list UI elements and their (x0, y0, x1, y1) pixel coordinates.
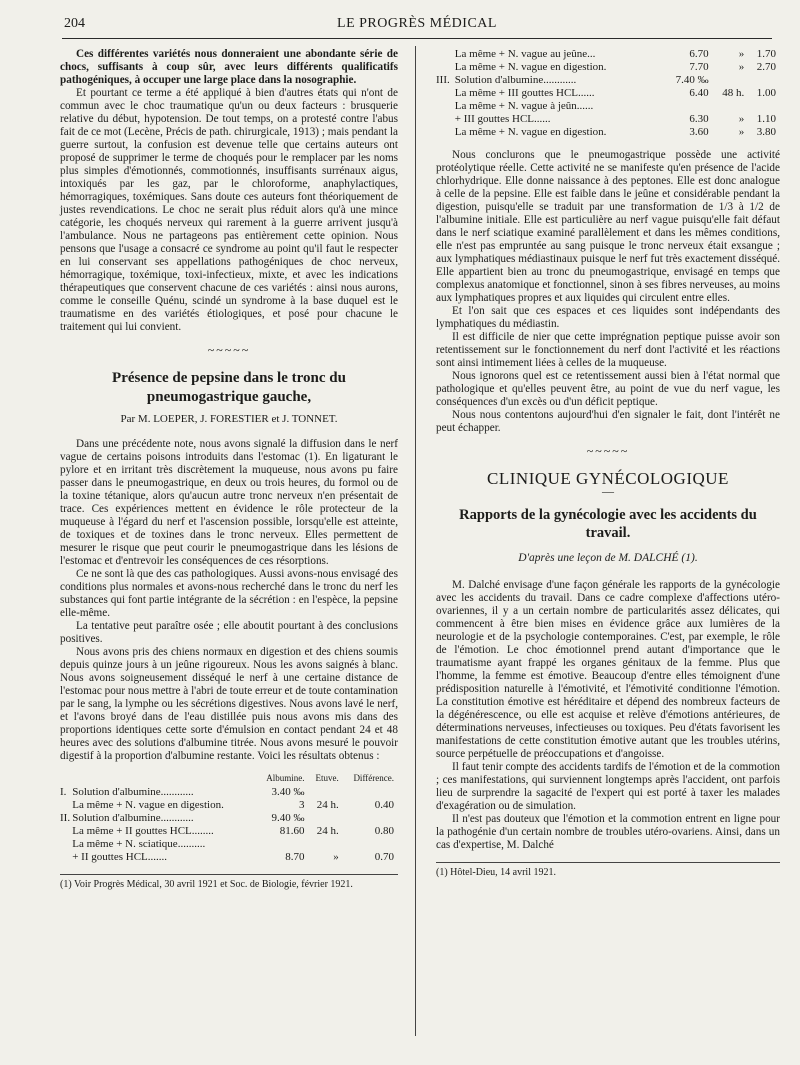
table-cell (60, 851, 72, 864)
footnote-rule (60, 874, 398, 875)
table-cell: 3.40 ‰ (271, 786, 305, 798)
table-cell (343, 812, 398, 825)
paragraph: Il faut tenir compte des accidents tardifs de l'émotion et de la commotion ; ces manifestations, qui surviennent longtemps après l'accident, ont parfois lieu de surprendre la sagacité de l'expert qui est porté à taxer les malades d'exagération ou de simulation. (436, 761, 780, 812)
table-cell: La même + N. vague à jeûn...... (454, 100, 594, 112)
table-cell: » (738, 126, 745, 138)
table-cell (60, 799, 72, 812)
table-cell (308, 786, 342, 799)
table-cell: » (738, 113, 745, 125)
results-table (60, 771, 398, 864)
table-cell: 0.80 (374, 825, 394, 837)
table-cell (436, 61, 455, 74)
table-cell (436, 48, 455, 61)
rubric-dash: — (602, 484, 614, 498)
separator-ornament: ~~~~~ (586, 444, 630, 458)
table-cell: 8.70 (285, 851, 305, 863)
paragraph: Il n'est pas douteux que l'émotion et la commotion entrent en ligne pour la pathogénie d'un certain nombre de troubles utéro-ovariens. Ainsi, dans un cas d'expertise, M. Dalché (436, 813, 780, 851)
table-row (60, 799, 398, 812)
table-cell: + II gouttes HCL....... (72, 851, 168, 863)
paragraph: Ces différentes variétés nous donneraient une abondante série de chocs, suffisants à coup sûr, avec leurs différents qualificatifs pathogéniques, à occuper une large place dans la nosographie. (60, 48, 398, 86)
table-cell: 3.80 (756, 126, 776, 138)
left-column (60, 48, 398, 891)
table-cell: » (738, 61, 745, 73)
paragraph: Nous nous contentons aujourd'hui d'en signaler le fait, dont l'intérêt ne peut échapper. (436, 409, 780, 434)
table-row (436, 87, 780, 100)
table-cell: 48 h. (722, 87, 745, 99)
table-cell: 6.70 (689, 48, 709, 60)
table-cell: 24 h. (316, 825, 339, 837)
table-cell: 0.70 (374, 851, 394, 863)
table-cell: 3.60 (689, 126, 709, 138)
table-cell (343, 838, 398, 851)
table-cell: La même + N. vague au jeûne... (454, 48, 596, 60)
table-cell: 9.40 ‰ (271, 812, 305, 824)
paragraph: Et l'on sait que ces espaces et ces liquides sont indépendants des lymphatiques du médiastin. (436, 305, 780, 330)
table-cell (60, 838, 72, 851)
right-column (436, 48, 780, 879)
table-cell: La même + N. vague en digestion. (454, 61, 607, 73)
section-rubric: CLINIQUE GYNÉCOLOGIQUE (487, 469, 729, 488)
table-row (60, 851, 398, 864)
table-cell: 7.70 (689, 61, 709, 73)
table-cell: 1.70 (756, 48, 776, 60)
separator-ornament: ~~~~~ (207, 343, 251, 357)
table-cell (713, 74, 749, 87)
table-cell: La même + II gouttes HCL........ (72, 825, 214, 837)
table-cell: Solution d'albumine............ (454, 74, 577, 86)
table-cell (60, 825, 72, 838)
table-cell (308, 812, 342, 825)
table-cell (308, 838, 342, 851)
table-cell: La même + N. sciatique.......... (72, 838, 206, 850)
footnote-rule (436, 862, 780, 863)
table-cell (436, 113, 455, 126)
table-row (436, 113, 780, 126)
page-number: 204 (64, 16, 85, 31)
table-cell (436, 126, 455, 139)
table-cell: La même + III gouttes HCL...... (454, 87, 595, 99)
table-cell: 2.70 (756, 61, 776, 73)
article-title: Présence de pepsine dans le tronc du pneumogastrique gauche, (112, 370, 346, 405)
table-cell: » (333, 851, 339, 863)
table-cell: 81.60 (279, 825, 305, 837)
table-cell: La même + N. vague en digestion. (72, 799, 224, 811)
page-header (62, 14, 772, 39)
footnote: (1) Voir Progrès Médical, 30 avril 1921 et Soc. de Biologie, février 1921. (60, 879, 353, 890)
paragraph: Nous conclurons que le pneumogastrique possède une activité protéolytique réelle. Cette activité ne se manifeste qu'en présence de l'acide chlorhydrique. Elle donne naissance à des peptones. Elle est donc analogue à celle de la pepsine. Elle est faible dans le jeûne et considérable pendant la digestion, puisqu'elle se traduit par une transformation de 1/3 à 1/2 de l'albumine initiale. Elle est particulière au nerf vague puisqu'elle fait défaut dans le nerf sciatique examiné parallèlement et dans les mêmes conditions, elle n'est pas empruntée au sang puisque le tronc nerveux était exsangue ; aux lymphatiques médiastinaux puisque le nerf fut très exactement disséqué. Elle appartient bien au tronc du pneumogastrique, envisagé en temps que complexus anatomique et fonctionnel, sinon à ses fibres nerveuses, au moins aux lymphatiques propres et aux liquides qui circulent entre elles. (436, 149, 780, 304)
paragraph: Dans une précédente note, nous avons signalé la diffusion dans le nerf vague de certains poisons introduits dans l'estomac (1). En ligaturant le pylore et en irritant très discrètement la muqueuse, nous avons pu faire passer dans le pneumogastrique, en deux ou trois heures, du formol ou de la toxine tétanique, alors qu'aucun autre tronc nerveux n'en présentait de trace. Ces expériences mettent en évidence le rôle protecteur de la muqueuse à l'égard du nerf et l'ascension possible, lorsqu'elle est atteinte, de toxiques et de toxines dans le tronc nerveux. Elles permettent de mesurer le risque que peut courir le pneumogastrique dans les lésions de l'estomac et d'entrevoir les conséquences de ces résorptions. (60, 438, 398, 567)
table-cell: 0.40 (374, 799, 394, 811)
table-cell (748, 100, 780, 113)
paragraph: Nous avons pris des chiens normaux en digestion et des chiens soumis depuis quinze jours à un jeûne rigoureux. Nous les avons saignés à blanc. Nous avons soigneusement disséqué le nerf à une certaine distance de l'estomac pour nous mettre à l'abri de toute erreur et de toute contamination par le sang, la lymphe ou les sécrétions digestives. Nous avons lavé le nerf, et l'avons broyé dans de l'eau distillée puis nous avons mis dans des proportions identiques cette sorte d'émulsion en contact pendant 24 et 48 heures avec des solutions d'albumine titrée. Nous avons mesuré le pouvoir digestif à la proportion d'albumine restante. Voici les résultats obtenus : (60, 646, 398, 762)
paragraph: Il est difficile de nier que cette imprégnation peptique puisse avoir son retentissement sur le fonctionnement du nerf dont l'activité et les réactions sont ainsi intimement liées à celles de la muqueuse. (436, 331, 780, 369)
paragraph: M. Dalché envisage d'une façon générale les rapports de la gynécologie avec les accidents du travail. Dans ce cadre complexe d'affections utéro-ovariennes, il y a un certain nombre de particularités assez délicates, qui commencent à être bien mises en évidence grâce aux lumières de la neurologie et de la psychologie contemporaines. C'est, par exemple, le rôle de l'émotion. Le choc émotionnel prend autant d'importance que le traumatisme ayant frappé les organes génitaux de la femme. Plus que l'homme, la femme est émotive. Beaucoup d'entre elles témoignent d'une prédisposition naturelle à l'émotivité, et l'émotivité conditionne l'émotion. La constitution émotive est héréditaire et dépend des nombreux facteurs de la dégénérescence, ou elle est acquise et relève d'émotions antérieures, de déterminations nerveuses, infectieuses ou toxiques. Peu d'états favorisent les manifestations de cette constitution émotive autant que les troubles utérins, source perpétuelle de préoccupations et d'angoisse. (436, 579, 780, 760)
table-cell: 6.30 (689, 113, 709, 125)
footnote: (1) Hôtel-Dieu, 14 avril 1921. (436, 867, 556, 878)
table-cell: 1.00 (756, 87, 776, 99)
table-cell: Solution d'albumine............ (72, 812, 194, 824)
table-header-row (60, 771, 398, 786)
table-cell (748, 74, 780, 87)
paragraph: Nous ignorons quel est ce retentissement aussi bien à l'état normal que pathologique et qu'elles peuvent être, au point de vue du nerf vague, les conséquences d'un excès ou d'un déficit peptique. (436, 370, 780, 408)
table-cell (343, 786, 398, 799)
table-cell: 6.40 (689, 87, 709, 99)
paragraph: La tentative peut paraître osée ; elle aboutit pourtant à des conclusions positives. (60, 620, 398, 645)
table-row (436, 61, 780, 74)
table-cell: 7.40 ‰ (675, 74, 709, 86)
results-table-continued (436, 48, 780, 139)
table-row (60, 825, 398, 838)
table-row (436, 74, 780, 87)
table-cell (256, 838, 308, 851)
table-cell (436, 87, 455, 100)
table-row (436, 100, 780, 113)
table-cell (436, 100, 455, 113)
table-cell: II. (60, 812, 71, 824)
table-row (436, 126, 780, 139)
table-cell: Solution d'albumine............ (72, 786, 194, 798)
column-header: Etuve. (315, 773, 339, 783)
column-header: Différence. (353, 773, 394, 783)
column-header: Albumine. (266, 773, 305, 783)
article-title: Rapports de la gynécologie avec les accidents du travail. (459, 507, 757, 541)
column-divider (415, 46, 416, 1036)
paragraph: Ce ne sont là que des cas pathologiques. Aussi avons-nous envisagé des conditions plus normales et avons-nous recherché dans le tronc du nerf les substances qui font partie intégrante de la sécrétion : en l'espèce, la pepsine elle-même. (60, 568, 398, 619)
table-cell (662, 100, 713, 113)
table-row (60, 838, 398, 851)
table-cell: I. (60, 786, 67, 798)
table-cell (713, 100, 749, 113)
table-cell: III. (436, 74, 450, 86)
running-title: LE PROGRÈS MÉDICAL (337, 16, 497, 31)
table-cell: 1.10 (756, 113, 776, 125)
table-cell: » (738, 48, 745, 60)
table-row (436, 48, 780, 61)
paragraph: Et pourtant ce terme a été appliqué à bien d'autres états qui n'ont de commun avec le choc traumatique qu'un ou deux facteurs : brusquerie relative du début, hypotension. De tout temps, on a protesté contre l'abus fait de ce mot (Lecène, Précis de path. chirurgicale, 1913) ; mais pendant la guerre surtout, la confusion est devenue telle que certains auteurs ont proposé de supprimer le terme de choqués pour le remplacer par les noms plus simples d'émotionnés, commotionnés, insuffisants surrénaux aigus, intoxiqués par les gaz, par le chloroforme, anaphylactiques, hémorragiques, toxémiques. Sans doute ces auteurs font théoriquement de justes revendications. Le choc ne serait plus réduit alors qu'à une mince catégorie, les choqués nerveux qui rarement à la guerre arrivent jusqu'à l'ambulance. Nous ne partageons pas entièrement cette opinion. Nous pensons que l'usage a consacré ce syndrome au point qu'il faut le respecter en lui conservant ses appellations pathogéniques de choc nerveux, hémorragique, toxémique, toxi-infectieux, mixte, et avec les indications thérapeutiques que conservent chacune de ces variétés : ainsi nous aurons, comme le conseille Quénu, scindé un syndrome à la base duquel est le traumatisme en des variétés étiologiques, et posé pour chacune le traitement qui lui convient. (60, 87, 398, 333)
table-cell: 3 (298, 799, 305, 811)
table-row (60, 786, 398, 799)
table-cell: 24 h. (316, 799, 339, 811)
table-cell: La même + N. vague en digestion. (454, 126, 607, 138)
byline: Par M. LOEPER, J. FORESTIER et J. TONNET. (120, 413, 338, 425)
table-row (60, 812, 398, 825)
table-cell: + III gouttes HCL...... (454, 113, 551, 125)
article-subtitle: D'après une leçon de M. DALCHÉ (1). (518, 552, 698, 564)
